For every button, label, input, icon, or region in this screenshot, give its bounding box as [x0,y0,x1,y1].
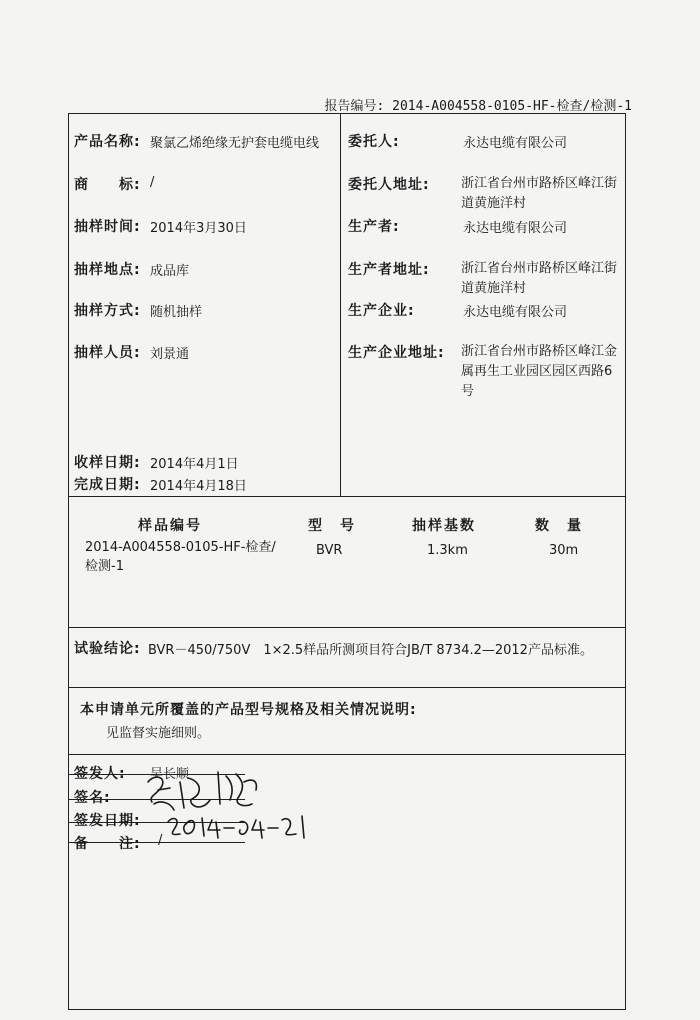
model-cell: BVR [316,543,343,558]
enterprise-address-label: 生产企业地址: [348,345,445,361]
sampler-value: 刘景通 [150,347,190,362]
divider-top-section [69,496,625,497]
sampling-method-label: 抽样方式: [74,303,141,319]
sampling-place-label: 抽样地点: [74,262,141,278]
coverage-text: 见监督实施细则。 [106,726,211,741]
received-date-label: 收样日期: [74,455,141,471]
divider-sample-table [69,627,625,628]
quantity-header: 数 量 [535,518,583,534]
issuer-label: 签发人: [74,766,126,782]
conclusion-label: 试验结论: [74,641,141,657]
received-date-value: 2014年4月1日 [150,457,239,472]
completed-date-value: 2014年4月18日 [150,479,247,494]
producer-address-value: 浙江省台州市路桥区峰江街道黄施洋村 [461,261,618,296]
conclusion-text: BVR－450/750V 1×2.5样品所测项目符合JB/T 8734.2—2012产品标准。 [148,643,593,658]
client-address-value: 浙江省台州市路桥区峰江街道黄施洋村 [461,176,618,211]
completed-date-label: 完成日期: [74,477,141,493]
column-divider [340,114,341,496]
sampler-label: 抽样人员: [74,345,141,361]
sample-no-cell: 2014-A004558-0105-HF-检查/检测-1 [85,540,276,574]
base-cell: 1.3km [427,543,468,558]
client-label: 委托人: [348,134,400,150]
divider-coverage [69,754,625,755]
trademark-label: 商 标: [74,177,141,193]
product-name-label: 产品名称: [74,134,141,150]
sampling-time-value: 2014年3月30日 [150,221,247,236]
enterprise-address-value: 浙江省台州市路桥区峰江金属再生工业园区园区西路6号 [461,344,618,399]
client-address-label: 委托人地址: [348,177,430,193]
coverage-title: 本申请单元所覆盖的产品型号规格及相关情况说明: [80,702,417,718]
product-name-value: 聚氯乙烯绝缘无护套电缆电线 [150,136,320,151]
handwritten-signature [140,760,320,855]
producer-value: 永达电缆有限公司 [463,221,568,236]
sampling-time-label: 抽样时间: [74,219,141,235]
sampling-method-value: 随机抽样 [150,305,203,320]
enterprise-value: 永达电缆有限公司 [463,305,568,320]
enterprise-label: 生产企业: [348,303,415,319]
trademark-value: / [150,175,155,190]
issuer-value: 吴长顺 [150,767,190,782]
sampling-place-value: 成品库 [150,264,190,279]
divider-conclusion [69,687,625,688]
model-header: 型 号 [308,518,356,534]
sample-no-header: 样品编号 [138,518,202,534]
report-number: 报告编号: 2014-A004558-0105-HF-检查/检测-1 [324,99,632,114]
producer-label: 生产者: [348,219,400,235]
remarks-label: 备 注: [74,836,141,852]
quantity-cell: 30m [549,543,579,558]
client-value: 永达电缆有限公司 [463,136,568,151]
issue-date-label: 签发日期: [74,813,141,829]
remarks-value: / [158,833,163,848]
producer-address-label: 生产者地址: [348,262,430,278]
signature-label: 签名: [74,790,111,806]
base-header: 抽样基数 [412,518,476,534]
